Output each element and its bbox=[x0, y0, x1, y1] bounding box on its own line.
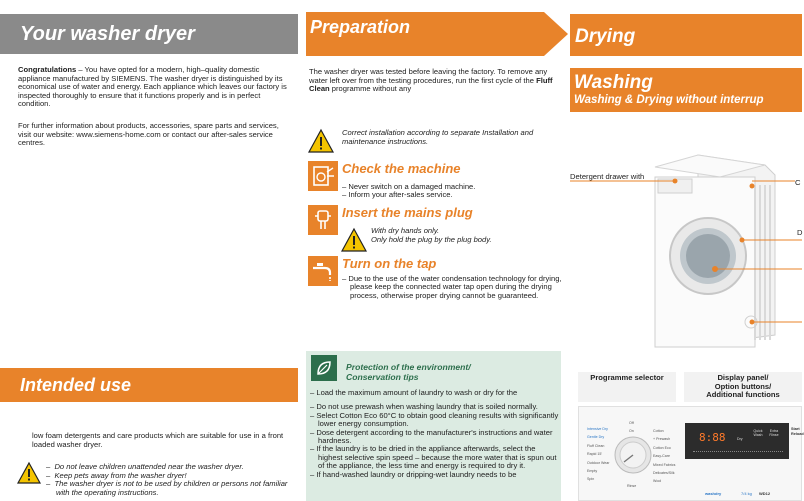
warning-item: – Keep pets away from the washer dryer! bbox=[46, 470, 187, 480]
header-washing bbox=[570, 68, 802, 112]
mains-plug-icon-box bbox=[308, 205, 338, 235]
panel-dial-labels-right bbox=[653, 427, 675, 486]
warning-list bbox=[46, 463, 292, 497]
header-drying bbox=[570, 14, 802, 56]
panel-dial-labels-left bbox=[587, 425, 610, 484]
list-item: – If the laundry is to be dried in the appliance afterwards, select the highest selective spin speed – because the more water that is spun out of the appliance, the less time and energy is required to dry it. bbox=[310, 445, 562, 470]
tap-icon bbox=[311, 259, 335, 283]
intro-bold: Congratulations bbox=[18, 65, 77, 74]
dial-option[interactable]: + Prewash bbox=[653, 437, 671, 442]
environment-title: Protection of the environment/ Conservation tips bbox=[346, 362, 471, 382]
callout-label-d: D bbox=[797, 228, 803, 237]
info-paragraph: For further information about products, accessories, spare parts and services, visit our website: www.siemens-home.com or contact our after-sales service centres. bbox=[18, 121, 279, 148]
list-item: – Load the maximum amount of laundry to wash or dry for the bbox=[310, 389, 562, 397]
leaf-icon bbox=[315, 359, 333, 377]
list-item: – Dose detergent according to the manufacturer's instructions and water hardness. bbox=[310, 429, 562, 446]
check-machine-list bbox=[342, 183, 562, 200]
header-your-washer-dryer bbox=[0, 14, 298, 54]
detergent-drawer-label: Detergent drawer with bbox=[570, 172, 645, 181]
tap-list bbox=[342, 275, 564, 300]
dial-option[interactable]: Spin bbox=[587, 477, 595, 482]
callout-label-c: C bbox=[795, 178, 801, 187]
list-item: – Due to the use of the water condensation technology for drying, please keep the connected water tap open during the drying process, otherwise proper drying cannot be guaranteed. bbox=[342, 275, 564, 300]
section-title-drying: Drying bbox=[575, 26, 636, 47]
intro-text: – You have opted for a modern, high–quality domestic appliance manufactured by SIEMENS. The washer dryer is distinguished by its economical use of water and energy. Each appliance which leaves our factory is inspected thoroughly to ensure that it functions properly and is in perfect condition. bbox=[18, 65, 287, 109]
preparation-title: Preparation bbox=[310, 17, 411, 37]
dial-option[interactable]: Easy-Care bbox=[653, 454, 670, 459]
quick-wash-button[interactable]: Quick Wash bbox=[753, 429, 763, 437]
list-item: – Select Cotton Eco 60°C to obtain good cleaning results with significantly lower energy consumption. bbox=[310, 412, 562, 429]
panel-brand: washdry bbox=[705, 491, 722, 496]
warning-icon bbox=[308, 129, 334, 153]
dry-button[interactable]: Dry bbox=[737, 437, 743, 441]
dial-option[interactable]: Empty bbox=[587, 469, 598, 474]
display-digits: 8:88 bbox=[699, 431, 726, 444]
dial-option[interactable]: Wool bbox=[653, 479, 662, 484]
panel-dial-top bbox=[629, 419, 634, 435]
programme-dial-knob[interactable] bbox=[613, 435, 653, 475]
plug-icon bbox=[311, 208, 335, 232]
list-item: – Inform your after-sales service. bbox=[342, 191, 562, 199]
tap-title: Turn on the tap bbox=[342, 256, 437, 271]
page-title: Your washer dryer bbox=[20, 23, 195, 45]
environment-icon-box bbox=[311, 355, 337, 381]
list-item: – Never switch on a damaged machine. bbox=[342, 183, 562, 191]
dial-option[interactable]: Intensive Dry bbox=[587, 427, 608, 431]
warning-item: – Do not leave children unattended near the washer dryer. bbox=[46, 462, 244, 471]
start-reload-button[interactable]: Start Reload bbox=[791, 427, 804, 436]
dial-option[interactable]: On bbox=[629, 429, 634, 433]
intended-text: low foam detergents and care products which are suitable for use in a front loaded washer dryer. bbox=[32, 431, 284, 449]
warning-icon bbox=[341, 228, 367, 252]
section-title-intended-use: Intended use bbox=[20, 375, 132, 395]
check-machine-icon-box bbox=[308, 161, 338, 191]
header-intended-use bbox=[0, 368, 298, 402]
check-machine-title: Check the machine bbox=[342, 161, 461, 176]
inspect-machine-icon bbox=[311, 164, 335, 188]
intro-paragraph bbox=[18, 66, 290, 109]
warning-item: – The washer dryer is not to be used by children or persons not familiar with the operating instructions. bbox=[46, 479, 288, 497]
dial-option[interactable]: Cotton bbox=[653, 429, 664, 433]
dial-option[interactable]: Off bbox=[629, 421, 634, 425]
plug-note: Only hold the plug by the plug body. bbox=[371, 234, 492, 244]
preparation-intro: The washer dryer was tested before leaving the factory. To remove any water left over from the testing procedures, run the first cycle of the Fluff Clean programme without any bbox=[309, 67, 553, 94]
display-panel-label: Display panel/ Option buttons/ Additional functions bbox=[684, 372, 802, 402]
extra-rinse-button[interactable]: Extra Rinse bbox=[769, 429, 779, 437]
list-item: – Do not use prewash when washing laundry that is soiled normally. bbox=[310, 403, 562, 411]
fluff-clean-bold: Fluff Clean bbox=[309, 75, 553, 94]
list-item: – If hand-washed laundry or dripping-wet laundry needs to be bbox=[310, 471, 562, 479]
installation-note: Correct installation according to separate Installation and maintenance instructions. bbox=[342, 128, 534, 146]
panel-model: WD12 bbox=[759, 491, 771, 496]
programme-selector-label: Programme selector bbox=[578, 372, 676, 402]
dial-option[interactable]: Outdoor Wear bbox=[587, 460, 610, 465]
plug-note: With dry hands only. bbox=[371, 226, 440, 235]
panel-capacity: 7/4 kg bbox=[741, 491, 752, 496]
dial-option[interactable]: Rinse bbox=[627, 484, 637, 488]
environment-list bbox=[310, 389, 562, 479]
display-screen bbox=[685, 423, 789, 459]
mains-plug-title: Insert the mains plug bbox=[342, 205, 473, 220]
section-subtitle-washing: Washing & Drying without interrup bbox=[574, 94, 764, 106]
plug-notes bbox=[371, 227, 561, 244]
section-title-washing: Washing bbox=[574, 72, 653, 93]
tap-icon-box bbox=[308, 256, 338, 286]
dial-option[interactable]: Fluff Clean bbox=[587, 443, 605, 448]
dial-option[interactable]: Gentle Dry bbox=[587, 435, 605, 440]
dial-option[interactable]: Rapid 15' bbox=[587, 452, 603, 457]
warning-icon bbox=[17, 462, 41, 484]
dial-option[interactable]: Mixed Fabrics bbox=[653, 462, 676, 467]
control-panel bbox=[578, 406, 802, 501]
dial-option[interactable]: Delicates/Silk bbox=[653, 471, 675, 476]
dial-option[interactable]: Cotton Eco bbox=[653, 445, 671, 450]
option-indicator-row bbox=[693, 451, 783, 455]
